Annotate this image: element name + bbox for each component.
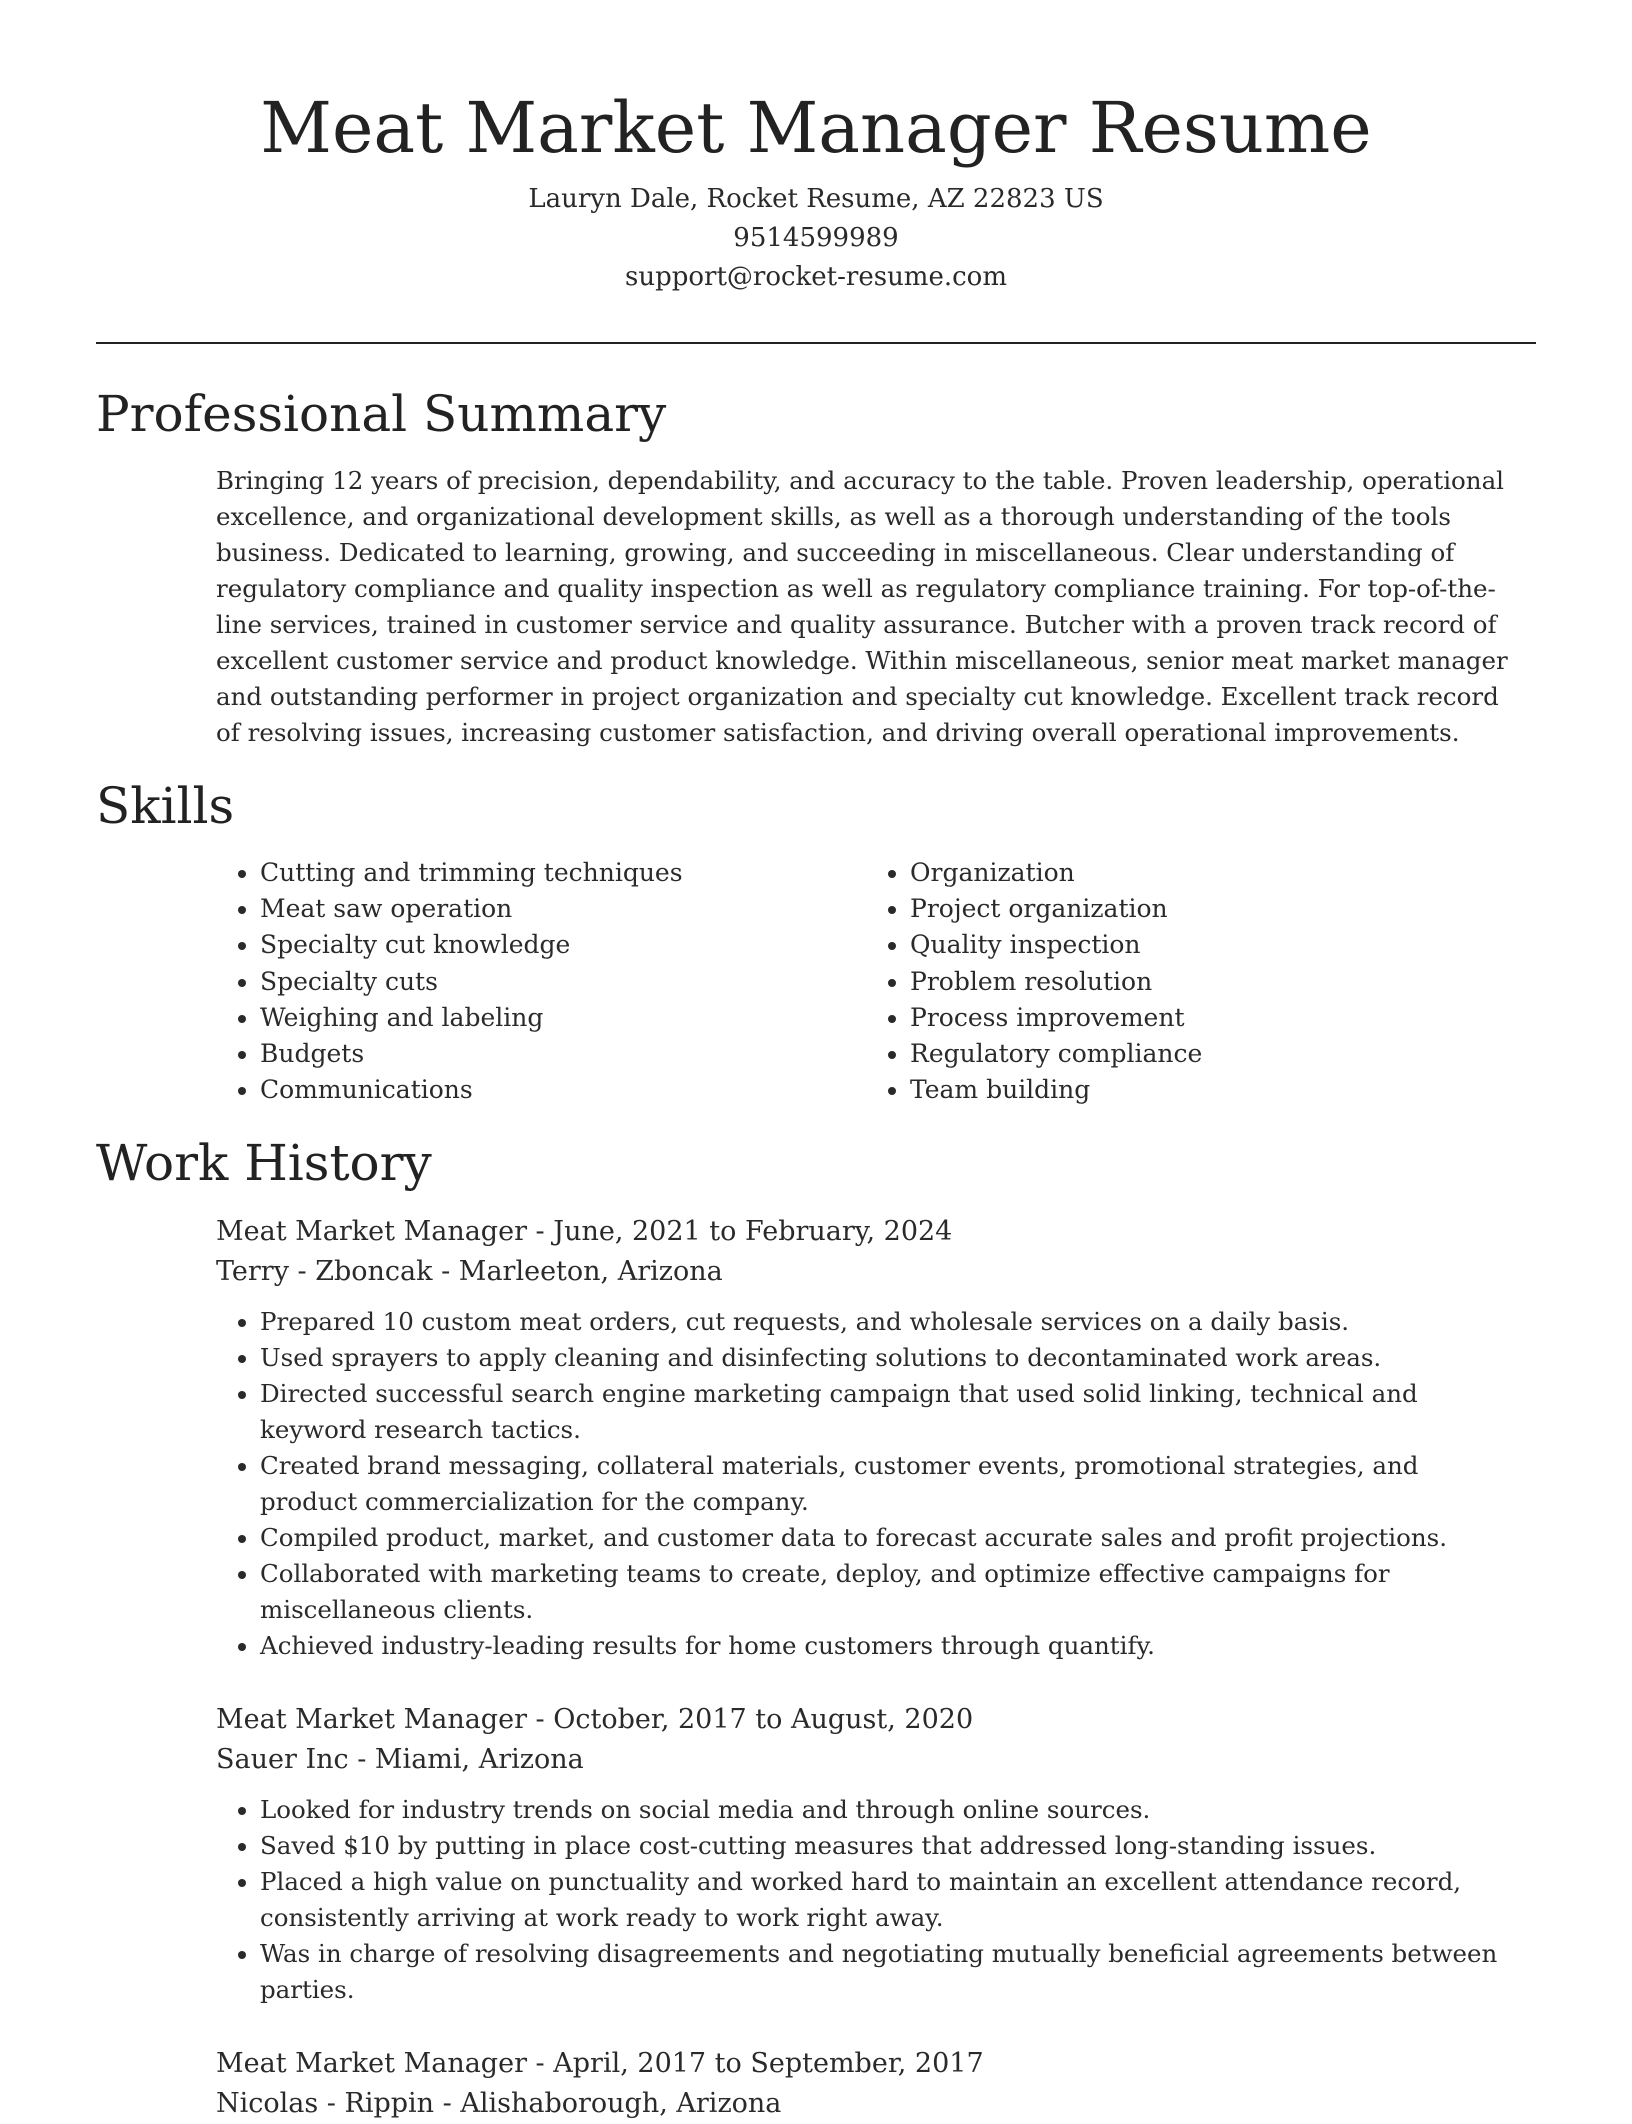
job-entry [216,1700,1516,2008]
job-bullet: • Used sprayers to apply cleaning and disinfecting solutions to decontaminated work areas. [260,1340,1516,1376]
job-bullet: • Compiled product, market, and customer data to forecast accurate sales and profit projections. [260,1520,1516,1556]
job-bullet: • Saved $10 by putting in place cost-cutting measures that addressed long-standing issues. [260,1828,1516,1864]
skills-heading: Skills [96,777,235,835]
job-company: Terry - Zboncak - Marleeton, Arizona [216,1256,723,1287]
skill-item: • Specialty cut knowledge [260,927,820,963]
skills-list-right [866,855,1510,1108]
contact-phone: 9514599989 [733,223,899,253]
skill-item: • Meat saw operation [260,891,820,927]
contact-block [0,180,1632,297]
skill-item: • Team building [910,1072,1510,1108]
job-bullet: • Placed a high value on punctuality and worked hard to maintain an excellent attendance record, consistently arriving at work ready to work right away. [260,1864,1516,1936]
skill-item: • Project organization [910,891,1510,927]
job-entry [216,2044,1516,2124]
skill-item: • Problem resolution [910,964,1510,1000]
contact-email: support@rocket-resume.com [624,262,1007,292]
contact-address: Lauryn Dale, Rocket Resume, AZ 22823 US [528,184,1104,214]
job-bullets [216,1792,1516,2008]
job-company: Sauer Inc - Miami, Arizona [216,1744,584,1775]
header-divider [96,342,1536,344]
summary-text: Bringing 12 years of precision, dependability, and accuracy to the table. Proven leadership, operational excellence, and organizational development skills, as well as a thorough understanding of the tools business. Dedicated to learning, growing, and succeeding in miscellaneous. Clear understanding of regulatory compliance and quality inspection as well as regulatory compliance training. For top-of-the-line services, trained in customer service and quality assurance. Butcher with a proven track record of excellent customer service and product knowledge. Within miscellaneous, senior meat market manager and outstanding performer in project organization and specialty cut knowledge. Excellent track record of resolving issues, increasing customer satisfaction, and driving overall operational improvements. [216,466,1508,747]
skill-item: • Budgets [260,1036,820,1072]
skill-item: • Organization [910,855,1510,891]
job-bullet: • Achieved industry-leading results for home customers through quantify. [260,1628,1516,1664]
job-bullet: • Collaborated with marketing teams to create, deploy, and optimize effective campaigns for miscellaneous clients. [260,1556,1516,1628]
job-title: Meat Market Manager - April, 2017 to September, 2017 [216,2048,984,2079]
job-bullets [216,1304,1516,1664]
job-bullet: • Was in charge of resolving disagreements and negotiating mutually beneficial agreements between parties. [260,1936,1516,2008]
resume-title: Meat Market Manager Resume [260,87,1372,169]
job-title: Meat Market Manager - June, 2021 to February, 2024 [216,1216,953,1247]
skill-item: • Communications [260,1072,820,1108]
skill-item: • Specialty cuts [260,964,820,1000]
job-bullet: • Directed successful search engine marketing campaign that used solid linking, technical and keyword research tactics. [260,1376,1516,1448]
job-bullet: • Prepared 10 custom meat orders, cut requests, and wholesale services on a daily basis. [260,1304,1516,1340]
summary-heading: Professional Summary [96,385,667,443]
skill-item: • Weighing and labeling [260,1000,820,1036]
work-history-heading: Work History [96,1134,432,1192]
skill-item: • Quality inspection [910,927,1510,963]
job-bullet: • Created brand messaging, collateral materials, customer events, promotional strategies, and product commercialization for the company. [260,1448,1516,1520]
skill-item: • Cutting and trimming techniques [260,855,820,891]
job-title: Meat Market Manager - October, 2017 to August, 2020 [216,1704,974,1735]
job-bullet: • Looked for industry trends on social media and through online sources. [260,1792,1516,1828]
job-company: Nicolas - Rippin - Alishaborough, Arizona [216,2088,782,2119]
skill-item: • Regulatory compliance [910,1036,1510,1072]
job-entry [216,1212,1516,1664]
resume-header [0,0,1632,297]
skills-list-left [216,855,820,1108]
skill-item: • Process improvement [910,1000,1510,1036]
